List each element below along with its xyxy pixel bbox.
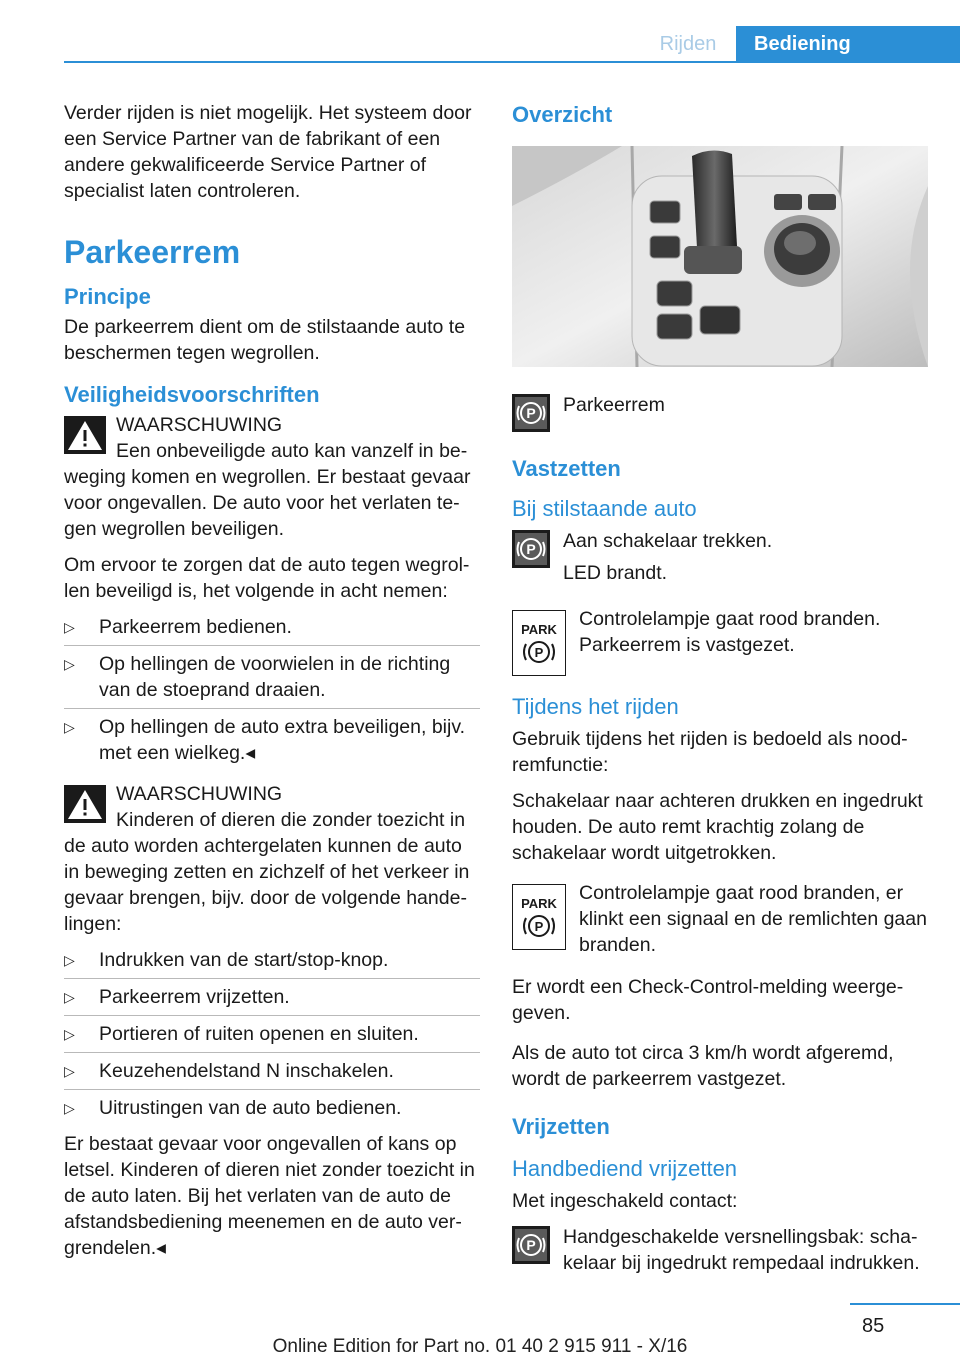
vastzetten-heading: Vastzetten bbox=[512, 456, 621, 481]
warning-closing-2: Er bestaat gevaar voor ongevallen of kans op letsel. Kinderen of dieren niet zonder toezicht in de auto laten. Bij het verlaten van de auto de afstandsbediening meenemen en de auto vergrendelen.◂ bbox=[64, 1133, 475, 1259]
park-row-2 bbox=[512, 880, 928, 964]
safety-heading: Veiligheidsvoorschriften bbox=[64, 382, 320, 407]
vrijzetten-heading: Vrijzetten bbox=[512, 1114, 610, 1139]
list-item: ▷ Parkeerrem bedienen. bbox=[64, 614, 480, 646]
rijden-p3: Er wordt een Check-Control-melding weergegeven. bbox=[512, 976, 904, 1024]
section-title: Parkeerrem bbox=[64, 234, 241, 270]
bullet-triangle-icon: ▷ bbox=[64, 619, 75, 635]
stilstaand-row bbox=[512, 528, 928, 592]
page-number: 85 bbox=[862, 1315, 885, 1337]
warning-list-2 bbox=[64, 947, 480, 1126]
stilstaand-line-2: LED brandt. bbox=[563, 562, 668, 584]
bullet-triangle-icon: ▷ bbox=[64, 989, 75, 1005]
list-item: ▷ Parkeerrem vrijzetten. bbox=[64, 984, 480, 1016]
stilstaand-heading: Bij stilstaande auto bbox=[512, 496, 697, 521]
bullet-triangle-icon: ▷ bbox=[64, 952, 75, 968]
overview-heading: Overzicht bbox=[512, 102, 613, 127]
left-column bbox=[64, 100, 480, 1271]
hand-icon-text: Handgeschakelde versnellingsbak: schakelaar bij ingedrukt rempedaal indrukken. bbox=[563, 1226, 920, 1274]
bullet-triangle-icon: ▷ bbox=[64, 1100, 75, 1116]
parking-brake-switch-icon bbox=[512, 394, 550, 432]
svg-text:PARK: PARK bbox=[521, 622, 557, 637]
hand-row bbox=[512, 1224, 928, 1282]
stilstaand-line-1: Aan schakelaar trekken. bbox=[563, 530, 773, 552]
park-text-1: Controlelampje gaat rood branden. Parkeerrem is vastgezet. bbox=[579, 608, 881, 656]
warning-text-2: Kinderen of dieren die zonder toezicht in de auto worden achtergelaten kunnen de auto in beweging zetten en zichzelf of het verkeer in gevaar brengen, bijv. door de volgende handelingen: bbox=[64, 809, 470, 935]
park-row-1 bbox=[512, 606, 928, 676]
hand-p1: Met ingeschakeld contact: bbox=[512, 1190, 738, 1212]
intro-paragraph: Verder rijden is niet mogelijk. Het systeem door een Service Partner van de fabrikant of een andere gekwalificeerde Service Partner of specialist laten controleren. bbox=[64, 102, 472, 202]
warning-block-2 bbox=[64, 781, 480, 937]
bullet-triangle-icon: ▷ bbox=[64, 1026, 75, 1042]
header-tab-bediening: Bediening bbox=[736, 26, 960, 62]
hand-heading: Handbediend vrijzetten bbox=[512, 1156, 738, 1181]
list-item: ▷ Indrukken van de start/stop-knop. bbox=[64, 947, 480, 979]
bullet-triangle-icon: ▷ bbox=[64, 1063, 75, 1079]
console-photo bbox=[512, 146, 928, 367]
list-item: ▷ Op hellingen de auto extra beveiligen, bijv. met een wielkeg.◂ bbox=[64, 716, 466, 764]
right-column bbox=[512, 100, 928, 1292]
header-tab-rijden: Rijden bbox=[659, 32, 717, 55]
principe-text: De parkeerrem dient om de stilstaande auto te beschermen tegen wegrollen. bbox=[64, 316, 466, 364]
photo-caption: Parkeerrem bbox=[563, 394, 665, 416]
warning-label-2: WAARSCHUWING bbox=[116, 783, 283, 805]
svg-text:P: P bbox=[526, 541, 536, 557]
footer-edition: Online Edition for Part no. 01 40 2 915 911 - X/16 bbox=[272, 1336, 688, 1357]
svg-text:P: P bbox=[534, 645, 544, 660]
park-indicator-icon bbox=[512, 884, 566, 950]
warning-list-1 bbox=[64, 614, 480, 771]
park-indicator-icon bbox=[512, 610, 566, 676]
svg-text:P: P bbox=[526, 405, 536, 421]
caption-row bbox=[512, 392, 928, 432]
parking-brake-switch-icon bbox=[512, 1226, 550, 1264]
principe-heading: Principe bbox=[64, 284, 151, 309]
footer-rule bbox=[850, 1303, 960, 1305]
parking-brake-switch-icon bbox=[512, 530, 550, 568]
rijden-p4: Als de auto tot circa 3 km/h wordt afgeremd, wordt de parkeerrem vastgezet. bbox=[512, 1042, 894, 1090]
svg-text:PARK: PARK bbox=[521, 896, 557, 911]
park-text-2: Controlelampje gaat rood branden, er klinkt een signaal en de remlichten gaan branden. bbox=[579, 882, 927, 956]
svg-text:P: P bbox=[526, 1237, 536, 1253]
warning-text-1: Een onbeveiligde auto kan vanzelf in beweging komen en wegrollen. Er bestaat gevaar voor ongevallen. De auto voor het verlaten tegen wegrollen beveiligen. bbox=[64, 440, 471, 540]
rijden-p1: Gebruik tijdens het rijden is bedoeld als noodremfunctie: bbox=[512, 728, 908, 776]
list-item: ▷ Uitrustingen van de auto bedienen. bbox=[64, 1097, 402, 1119]
bullet-triangle-icon: ▷ bbox=[64, 656, 75, 672]
bullet-triangle-icon: ▷ bbox=[64, 719, 75, 735]
warning-triangle-icon bbox=[64, 416, 106, 454]
warning-label-1: WAARSCHUWING bbox=[116, 414, 283, 436]
warning-triangle-icon bbox=[64, 785, 106, 823]
warning-block-1 bbox=[64, 412, 480, 542]
list-item: ▷ Op hellingen de voorwielen in de richting van de stoeprand draaien. bbox=[64, 651, 480, 709]
list-item: ▷ Portieren of ruiten openen en sluiten. bbox=[64, 1021, 480, 1053]
list-item: ▷ Keuzehendelstand N inschakelen. bbox=[64, 1058, 480, 1090]
header-rule bbox=[64, 61, 960, 63]
rijden-p2: Schakelaar naar achteren drukken en ingedrukt houden. De auto remt krachtig zolang de schakelaar wordt uitgetrokken. bbox=[512, 790, 923, 864]
rijden-heading: Tijdens het rijden bbox=[512, 694, 679, 719]
warning-lead-1: Om ervoor te zorgen dat de auto tegen wegrollen beveiligd is, het volgende in acht nemen: bbox=[64, 554, 470, 602]
svg-text:P: P bbox=[534, 919, 544, 934]
